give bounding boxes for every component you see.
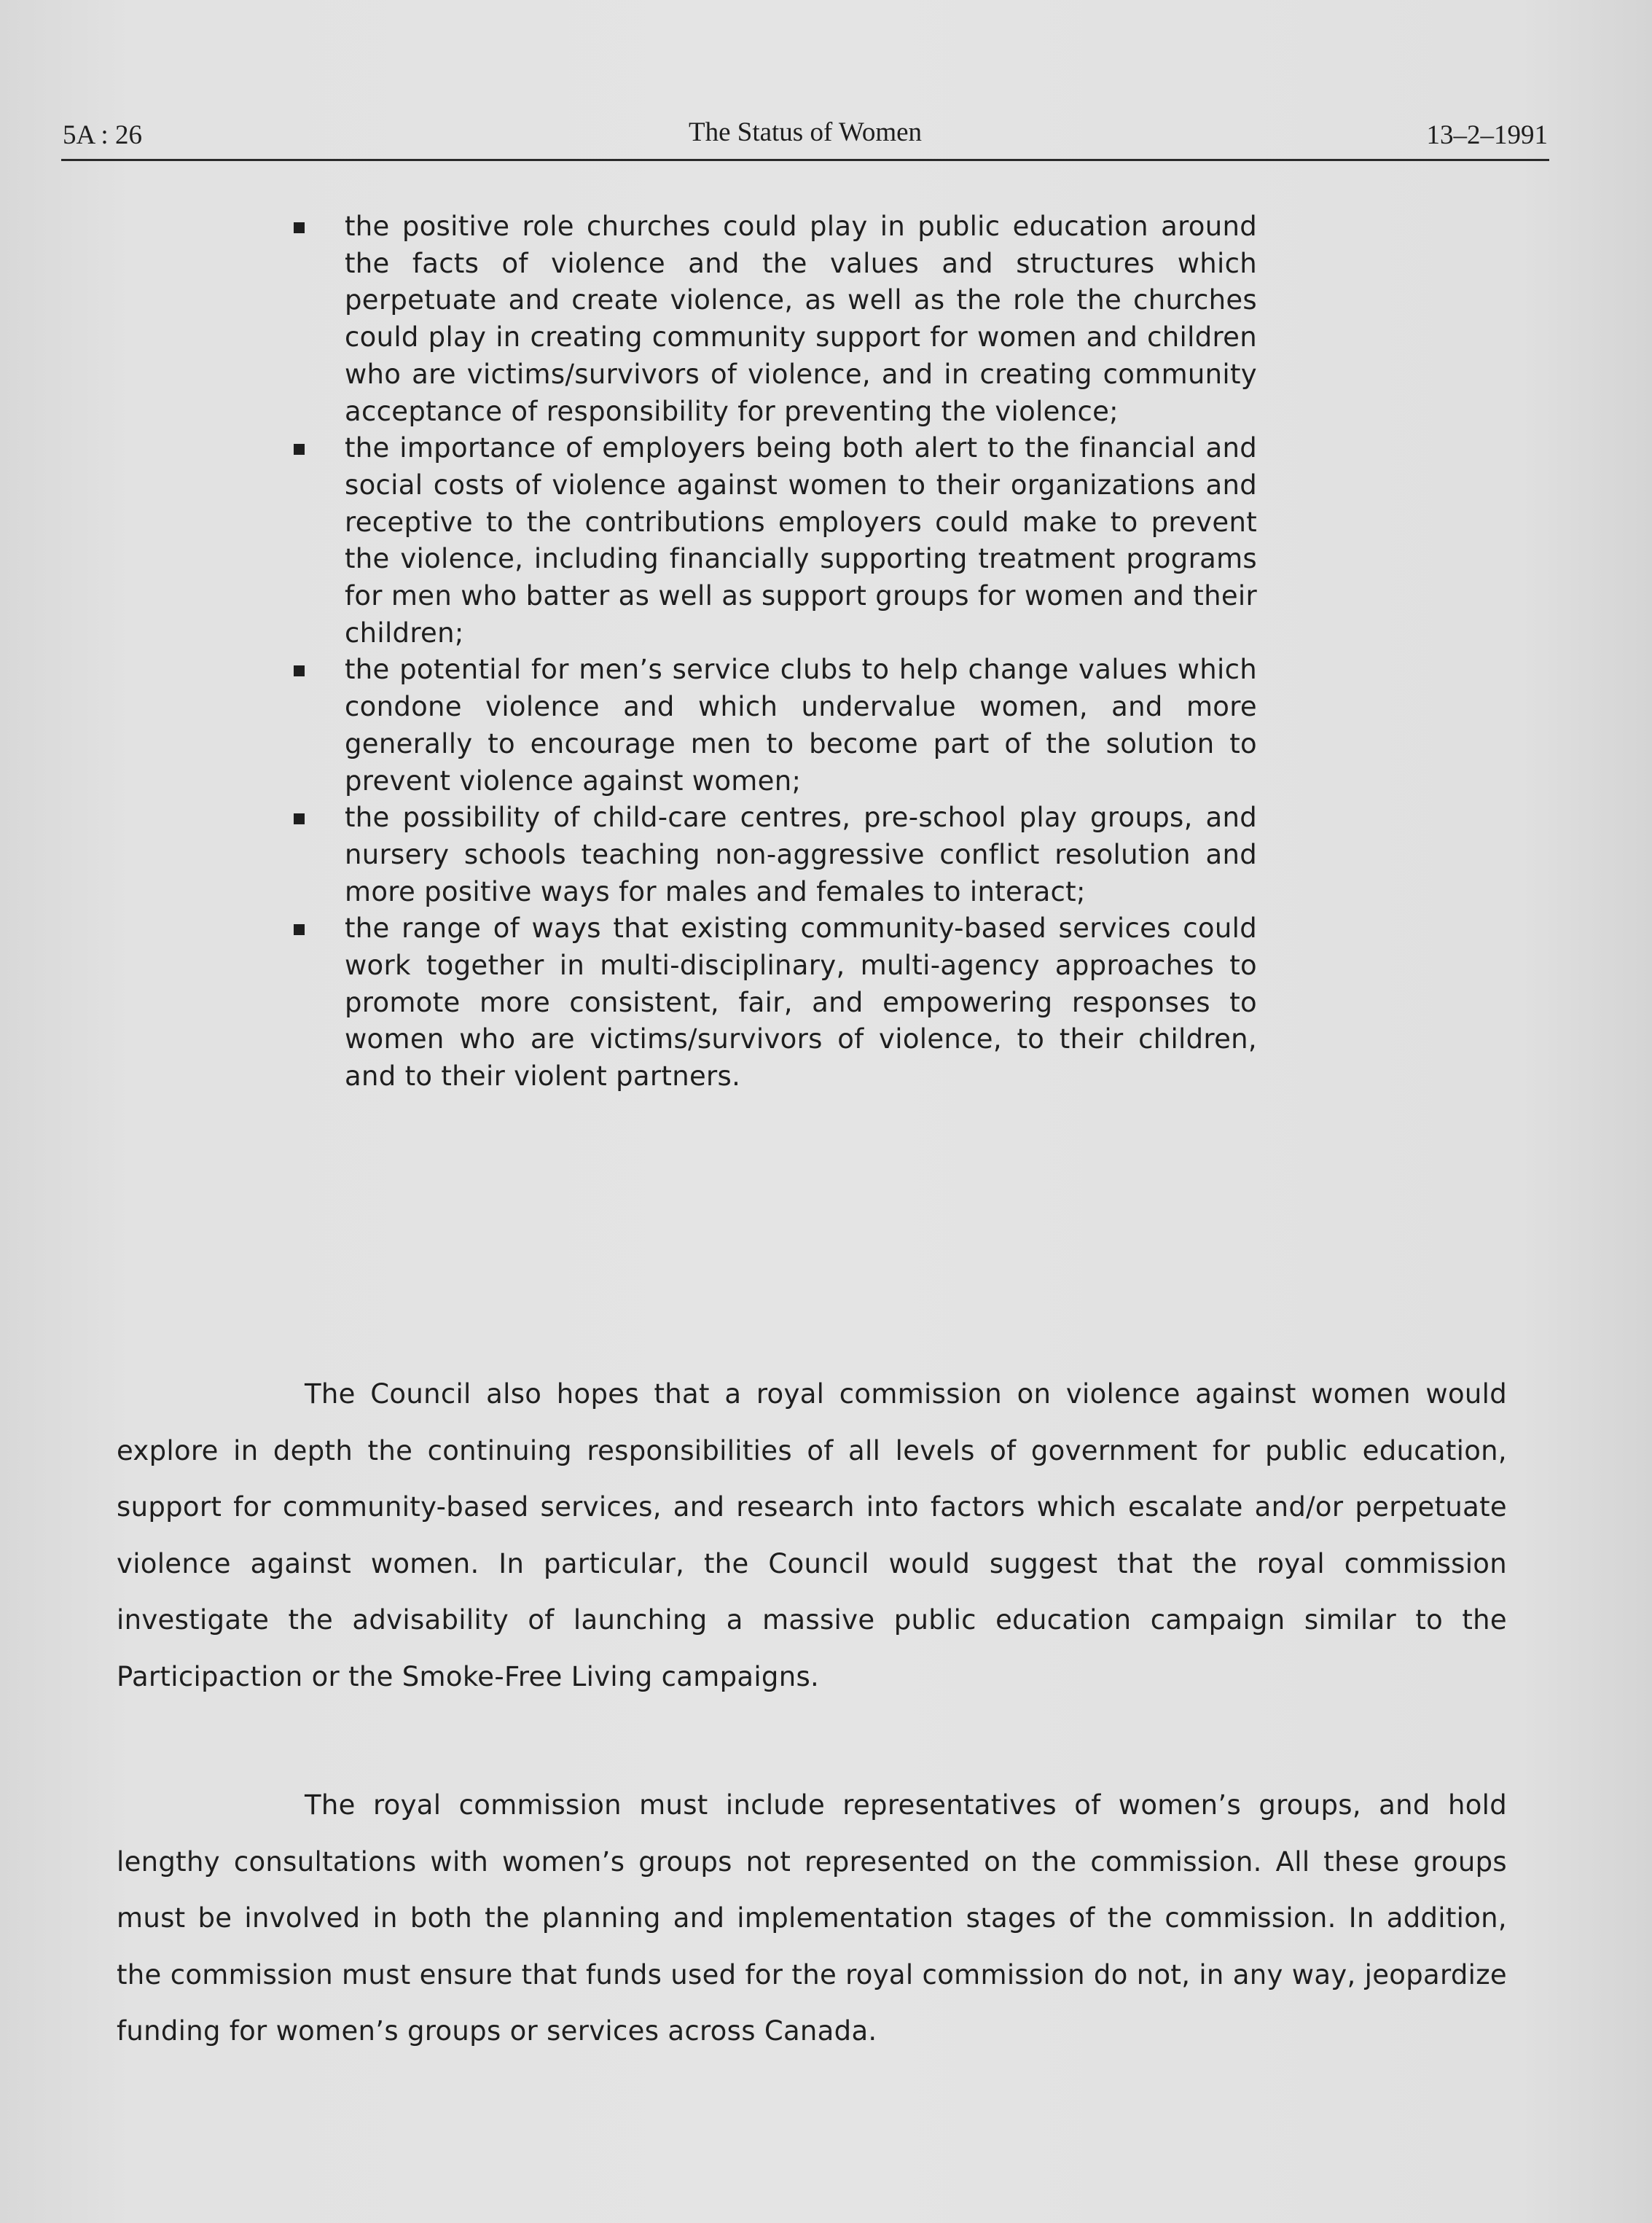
list-item — [288, 208, 1257, 430]
page-header — [61, 115, 1549, 161]
square-bullet-icon — [294, 222, 305, 233]
list-item — [288, 910, 1257, 1095]
list-item-text: the importance of employers being both alert to the financial and social costs of violence against women to their organizations and receptive to the contributions employers could make to prevent the violence, including financially supporting treatment programs for men who batter as well as support groups for women and their children; — [345, 432, 1257, 649]
list-item-text: the positive role churches could play in public education around the facts of violence and the values and structures which perpetuate and create violence, as well as the role the churches could play in creating community support for women and children who are victims/survivors of violence, and in creating community acceptance of responsibility for preventing the violence; — [345, 211, 1257, 427]
body-paragraph: The Council also hopes that a royal commission on violence against women would explore in depth the continuing responsibilities of all levels of government for public education, support for community-based services, and research into factors which escalate and/or perpetuate violence against women. In particular, the Council would suggest that the royal commission investigate the advisability of launching a massive public education campaign similar to the Participaction or the Smoke-Free Living campaigns. — [117, 1378, 1507, 1692]
square-bullet-icon — [294, 924, 305, 935]
list-item-text: the range of ways that existing community-based services could work together in multi-disciplinary, multi-agency approaches to promote more consistent, fair, and empowering responses to women who are victims/survivors of violence, to their children, and to their violent partners. — [345, 913, 1257, 1093]
list-item — [288, 652, 1257, 800]
list-item-text: the potential for men’s service clubs to help change values which condone violence and which undervalue women, and more generally to encourage men to become part of the solution to prevent violence against women; — [345, 654, 1257, 797]
body-paragraph: The royal commission must include representatives of women’s groups, and hold lengthy consultations with women’s groups not represented on the commission. All these groups must be involved in both the planning and implementation stages of the commission. In addition, the commission must ensure that funds used for the royal commission do not, in any way, jeopardize funding for women’s groups or services across Canada. — [117, 1789, 1507, 2047]
square-bullet-icon — [294, 813, 305, 824]
square-bullet-icon — [294, 444, 305, 455]
list-item — [288, 800, 1257, 910]
bullet-list — [288, 208, 1257, 1095]
section-number: 5A : 26 — [63, 120, 142, 150]
list-item-text: the possibility of child-care centres, pre-school play groups, and nursery schools teaching non-aggressive conflict resolution and more positive ways for males and females to interact; — [345, 802, 1257, 907]
square-bullet-icon — [294, 665, 305, 676]
header-date: 13–2–1991 — [1426, 120, 1548, 150]
running-title: The Status of Women — [688, 117, 923, 147]
list-item — [288, 430, 1257, 652]
